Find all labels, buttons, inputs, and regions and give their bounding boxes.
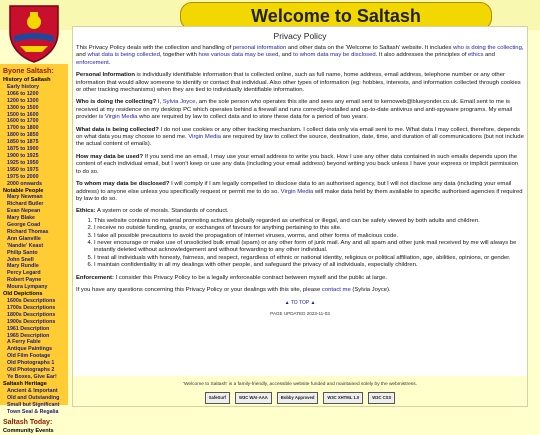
sidebar-item[interactable]: 1925 to 1950 — [7, 159, 39, 166]
sidebar-heading: Byone Saltash: — [3, 68, 54, 75]
sidebar-item[interactable]: Ye Boxes, Give Ear! — [7, 373, 57, 380]
sidebar-item[interactable]: 1950 to 1975 — [7, 166, 39, 173]
how-paragraph: How may data be used? If you send me an email, I may use your email address to write you back. How I use any other data contained in such emails depends upon the content of each individual email, but I won't keep or use any data (including your email address) beyond writing you back unless I have your express or implicit permission to do so. — [76, 153, 519, 175]
intro-paragraph: This Privacy Policy deals with the collection and handling of personal information and other data on the 'Welcome to Saltash' website. It includes who is doing the collecting, and what data is being collected, together with how various data may be used, and to whom data may be disclosed. It also addresses the principles of ethics and enforcement. — [76, 45, 524, 66]
sidebar-item[interactable]: A Ferry Fable — [7, 339, 41, 346]
xhtml-badge[interactable]: W3C XHTML 1.0 — [323, 392, 363, 404]
personal-info-paragraph: Personal Information is individually identifiable information that is collected online, such as full name, home address, email address, telephone number or any other information that would allow someone to identify or contact that individual. Also other types of information (eg: hobbies, interests, and information collected through cookies or other tracking mechanisms) when they are tied to individually identifiable information. — [76, 72, 521, 94]
sidebar-item[interactable]: Old Film Footage — [7, 353, 51, 360]
sidebar-item[interactable]: 2000 onwards — [7, 180, 43, 187]
sidebar-item[interactable]: 1700 to 1800 — [7, 125, 39, 132]
questions-paragraph: If you have any questions concerning this Privacy Policy or your dealings with this site, please contact me (Sylvia Joyce). — [76, 286, 391, 293]
list-item: 2. I receive no outside funding, grants, or exchanges of favours for anything pertaining to this site. — [94, 225, 524, 232]
list-item: 3. I take all possible precautions to avoid the propagation of internet viruses, worms, and other forms of malicious code. — [94, 233, 524, 240]
sidebar-item[interactable]: Town Seal & Regalia — [7, 408, 59, 415]
virgin-media-link[interactable]: Virgin Media — [104, 114, 138, 121]
up-arrow-icon: ▲ — [309, 300, 316, 307]
sidebar-item[interactable]: 1900 to 1925 — [7, 152, 39, 159]
sidebar-item[interactable]: 1961 Description — [7, 325, 50, 332]
list-item: 1. This website contains no material promoting activities globally regarded as unethical or illegal, and can be safely viewed by both adults and children. — [94, 218, 524, 225]
ethics-paragraph: Ethics: A system or code of morals. Standards of conduct. — [76, 208, 229, 215]
sidebar-item[interactable]: Richard Thomas — [7, 228, 49, 235]
sidebar-section-people[interactable]: Notable People — [3, 187, 44, 194]
sidebar-item[interactable]: 1975 to 2000 — [7, 173, 39, 180]
sidebar-item[interactable]: 1300 to 1500 — [7, 104, 39, 111]
footer — [73, 376, 527, 406]
sidebar-item[interactable]: George Coad — [7, 222, 41, 229]
sidebar-item[interactable]: 1965 Description — [7, 332, 50, 339]
sidebar-item[interactable]: 1900s Descriptions — [7, 318, 56, 325]
who-paragraph: Who is doing the collecting? I, Sylvia Joyce, am the sole person who operates this site and sees any email sent to kernoweb@blueyonder.co.uk. Email sent to me is received at my residence on my desktop PC which operates behind a firewall and runs correctly-installed and up-to-date antivirus and anti-spyware programs. My email provider is Virgin Media who are required by law to collect data and to store these data for a period of two years. — [76, 99, 513, 121]
section-heading: Who is doing the collecting? — [76, 99, 157, 106]
sidebar-section-depictions[interactable]: Old Depictions — [3, 291, 43, 298]
sidebar-item[interactable]: Old and Outstanding — [7, 394, 60, 401]
sidebar-item[interactable]: Percy Legard — [7, 270, 41, 277]
page-updated: PAGE UPDATED 2023-11-03 — [270, 310, 330, 316]
to-top-link[interactable]: ▲ TO TOP ▲ — [284, 300, 316, 307]
section-heading: How may data be used? — [76, 153, 144, 160]
sidebar-item[interactable]: Mary Newman — [7, 194, 43, 201]
sidebar-item[interactable]: Richard Butler — [7, 201, 44, 208]
sidebar-item[interactable]: Philip Santo — [7, 249, 38, 256]
enforcement-paragraph: Enforcement: I consider this Privacy Policy to be a legally enforceable contract between myself and the public at large. — [76, 274, 388, 281]
up-arrow-icon: ▲ — [284, 300, 291, 307]
sidebar-item[interactable]: John Snell — [7, 256, 34, 263]
personal-info-link[interactable]: personal information — [232, 45, 287, 51]
sidebar-item[interactable]: 'Nandie' Keast — [7, 242, 44, 249]
main-content — [72, 26, 528, 407]
list-item: 5. I treat all individuals with honesty, fairness, and respect, regardless of ethnic or national identity, religious or political affiliation, age, abilities, opinions, or gender. — [94, 255, 524, 262]
sidebar-item[interactable]: 1800 to 1850 — [7, 132, 39, 139]
section-heading: What data is being collected? — [76, 126, 159, 133]
sidebar-item[interactable]: Old Photographs 2 — [7, 367, 55, 374]
sidebar-item[interactable]: Robert Payne — [7, 277, 42, 284]
sidebar-item[interactable]: Mary Rundle — [7, 263, 39, 270]
list-item: 6. I maintain confidentiality in all my dealings with other people, and safeguard the privacy of all individuals, especially children. — [94, 262, 524, 269]
virgin-media-link[interactable]: Virgin Media — [280, 188, 314, 195]
sidebar-item[interactable]: 1500 to 1600 — [7, 111, 39, 118]
author-link[interactable]: Sylvia Joyce — [162, 99, 196, 106]
what-paragraph: What data is being collected? I do not use cookies or any other tracking mechanism. I collect data only via email sent to me. What data I may collect, therefore, depends on what data you may choose to send me. Virgin Media are required by law to collect the source, destination, date, time, and duration of all communications (but not include the actual content of emails). — [76, 126, 524, 148]
sidebar-item[interactable]: 1800s Descriptions — [7, 311, 56, 318]
town-crest-icon — [6, 2, 62, 64]
sidebar-item[interactable]: 1600 to 1700 — [7, 118, 39, 125]
what-link[interactable]: what data is being collected — [87, 52, 160, 59]
sidebar-item[interactable]: Early history — [7, 83, 40, 90]
contact-link[interactable]: contact me — [321, 286, 351, 293]
virgin-media-link[interactable]: Virgin Media — [188, 134, 221, 141]
sidebar-item[interactable]: Community Events — [3, 428, 54, 435]
wai-aaa-badge[interactable]: W3C WAI-AAA — [235, 392, 272, 404]
sidebar-heading-today: Saltash Today: — [3, 419, 53, 427]
section-heading: To whom may data be disclosed? — [76, 181, 170, 188]
sidebar-item[interactable]: 1850 to 1875 — [7, 139, 39, 146]
whom-paragraph: To whom may data be disclosed? I will comply if I am legally compelled to disclose data to an authorised agency, but I will not disclose any data (including your email address) to anyone else unless you specifically request or permit me to do so. Virgin Media will make data held by them available to specific authorised agencies if required by law to do so. — [76, 181, 523, 202]
sidebar-item[interactable]: Old Photographs 1 — [7, 360, 55, 367]
sidebar-item[interactable]: Small but Significant — [7, 401, 60, 408]
sidebar — [0, 64, 68, 435]
how-link[interactable]: how various data may be used — [198, 52, 279, 59]
sidebar-item[interactable]: 1600s Descriptions — [7, 298, 56, 304]
page-title: Privacy Policy — [273, 31, 327, 41]
sidebar-item[interactable]: Antique Paintings — [7, 346, 53, 353]
sidebar-item[interactable]: 1066 to 1200 — [7, 90, 39, 97]
list-item: 4. I never encourage or make use of unsolicited bulk email (spam) or any other form of junk mail. Any and all spam and other junk mail received by me will always be instantly deleted without acknowledgement and without forwarding to any other individual. — [94, 240, 524, 255]
sidebar-item[interactable]: 1200 to 1300 — [7, 97, 39, 104]
bobby-badge[interactable]: Bobby Approved — [277, 392, 319, 404]
who-link[interactable]: who is doing the collecting — [453, 45, 522, 51]
sidebar-item[interactable]: Ancient & Important — [7, 387, 58, 394]
sidebar-item[interactable]: 1875 to 1900 — [7, 146, 39, 153]
section-heading: Enforcement: — [76, 274, 114, 281]
footer-text: 'Welcome to Saltash' is a family-friendly, accessible website funded and maintained solely by the webmistress. — [183, 382, 417, 387]
whom-link[interactable]: to whom data may be disclosed — [293, 52, 376, 59]
enforcement-link[interactable]: enforcement — [76, 59, 109, 66]
section-heading: Ethics: — [76, 208, 96, 215]
sidebar-item[interactable]: Evan Nepean — [7, 208, 41, 215]
sidebar-item[interactable]: 1700s Descriptions — [7, 304, 56, 311]
sidebar-item[interactable]: Ann Glanville — [7, 235, 41, 242]
sidebar-section-heritage[interactable]: Saltash Heritage — [3, 380, 47, 387]
section-heading: Personal Information — [76, 72, 135, 79]
ethics-list — [76, 218, 524, 270]
safesurf-badge[interactable]: SafeSurf — [205, 392, 230, 404]
sidebar-section-history[interactable]: History of Saltash — [3, 77, 51, 83]
site-title: Welcome to Saltash — [180, 2, 492, 30]
sidebar-item[interactable]: Moura Lympany — [7, 284, 48, 291]
sidebar-item[interactable]: Mary Blake — [7, 215, 35, 222]
css-badge[interactable]: W3C CSS — [368, 392, 395, 404]
ethics-link[interactable]: ethics — [468, 52, 484, 59]
